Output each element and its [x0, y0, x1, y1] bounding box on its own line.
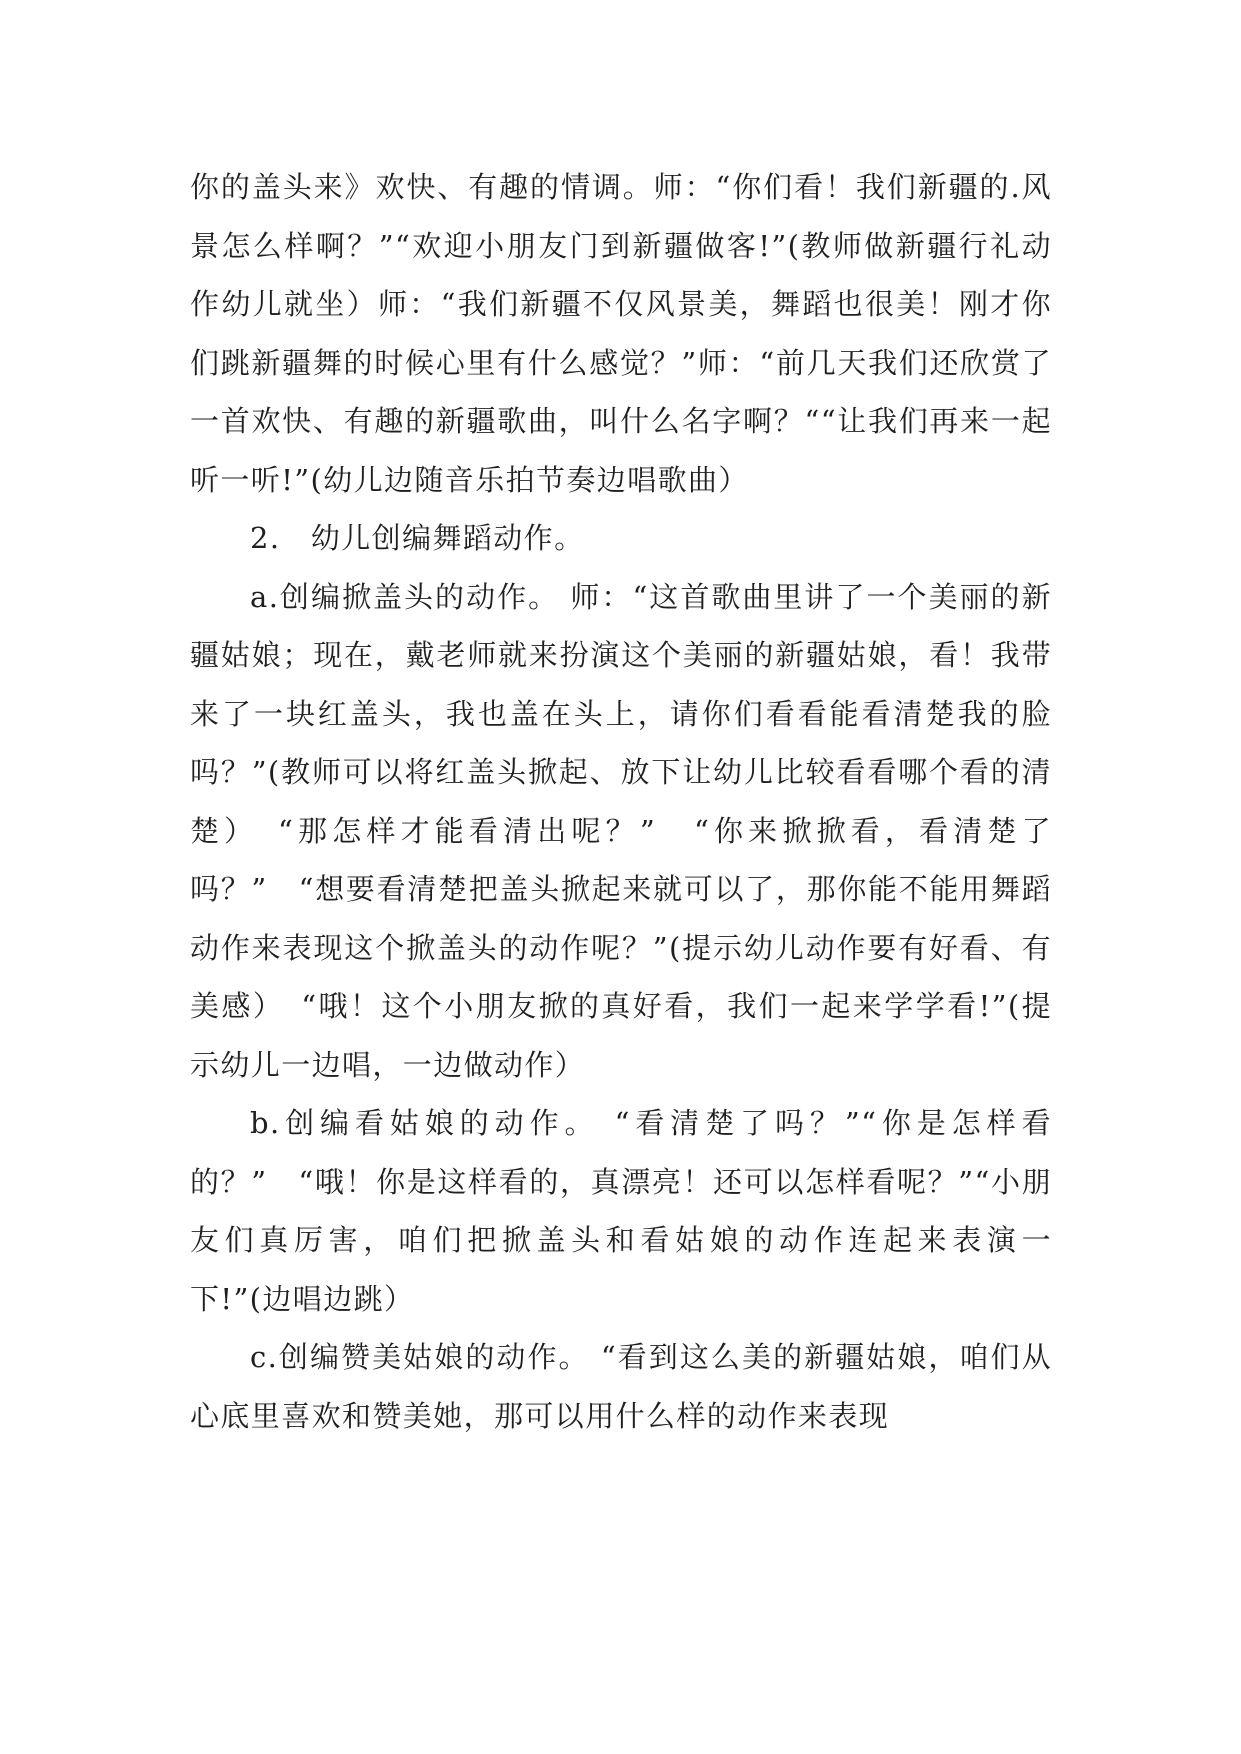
document-page [190, 158, 1052, 1445]
paragraph-step-c: c.创编赞美姑娘的动作。 “看到这么美的新疆姑娘，咱们从心底里喜欢和赞美她，那可以用什么样的动作来表现 [190, 1340, 1052, 1433]
paragraph-step-2-heading: 2. 幼儿创编舞蹈动作。 [250, 521, 585, 555]
paragraph-step-b: b.创编看姑娘的动作。 “看清楚了吗？”“你是怎样看的？” “哦！你是这样看的，真漂亮！还可以怎样看呢？”“小朋友们真厉害，咱们把掀盖头和看姑娘的动作连起来表演一下!”(边唱边跳） [190, 1106, 1052, 1316]
paragraph-step-a: a.创编掀盖头的动作。 师：“这首歌曲里讲了一个美丽的新疆姑娘；现在，戴老师就来扮演这个美丽的新疆姑娘，看！我带来了一块红盖头，我也盖在头上，请你们看看能看清楚我的脸吗？”(教师可以将红盖头掀起、放下让幼儿比较看看哪个看的清楚） “那怎样才能看清出呢？” “你来掀掀看，看清楚了吗？” “想要看清楚把盖头掀起来就可以了，那你能不能用舞蹈动作来表现这个掀盖头的动作呢？”(提示幼儿动作要有好看、有美感） “哦！这个小朋友掀的真好看，我们一起来学学看!”(提示幼儿一边唱，一边做动作） [190, 579, 1052, 1082]
paragraph-intro: 你的盖头来》欢快、有趣的情调。师：“你们看！我们新疆的.风景怎么样啊？”“欢迎小朋友门到新疆做客!”(教师做新疆行礼动作幼儿就坐）师：“我们新疆不仅风景美，舞蹈也很美！刚才你们跳新疆舞的时候心里有什么感觉？”师：“前几天我们还欣赏了一首欢快、有趣的新疆歌曲，叫什么名字啊？““让我们再来一起听一听!”(幼儿边随音乐拍节奏边唱歌曲） [190, 170, 1052, 497]
